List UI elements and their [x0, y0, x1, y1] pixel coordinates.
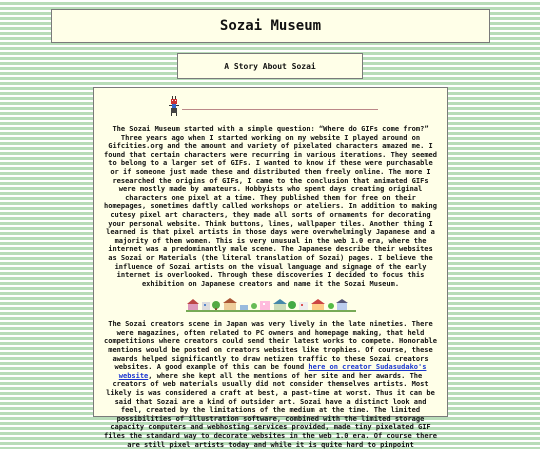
content-panel: [93, 87, 448, 449]
page-subtitle: A Story About Sozai: [224, 61, 316, 71]
subtitle-banner: [177, 53, 363, 79]
title-banner: [51, 9, 490, 43]
ant-mascot-icon: [166, 95, 182, 117]
page-title: Sozai Museum: [219, 18, 322, 34]
section-two-paragraph: [102, 320, 439, 449]
section-two-text-after: , where she kept all the mentions of her site and her awards. The creators of web materials usually did not consider themselves artists. Most likely is was considered a craft at best, a past-time at worst. Thus it can be said that Sozai are a kind of outsider art. Sozai have a distinct look and feel, created by the limitations of the medium at the time. The limited possibilities of illustration software, combined with the limited storage capacity computers and webhosting services provided, made tiny pixelated GIF files the standard way to decorate websites in the web 1.0 era. Of course there are still pixel artists today and while it is quite hard to pinpoint: [104, 371, 437, 449]
pixel-town-divider-icon: [186, 296, 356, 312]
sudasudako-website-link[interactable]: here on creator Sudasudako's website: [118, 363, 427, 380]
pixel-town-divider: [102, 294, 439, 312]
intro-paragraph: The Sozai Museum started with a simple question: “Where do GIFs come from?” Three years ago when I started working on my website I played around on Gifcities.org and the amount and variety of pixelated characters amazed me. I found that certain characters were recurring in various iterations. They seemed to belong to a larger set of GIFs. I wanted to know if these were purchasable or if someone just made these and distributed them freely online. The more I researched the origins of GIFs, I came to the conclusion that animated GIFs were mostly made by amateurs. Hobbyists who spent days creating original characters one pixel at a time. They published them for free on their homepages, sometimes daftly called workshops or ateliers. In addition to making cutesy pixel art characters, they made all sorts of ornaments for decorating your personal website. Think buttons, lines, wallpaper tiles. Another thing I learned is that pixel artists in those days were overwhelmingly Japanese and a majority of them women. This is very unusual in the web 1.0 era, where the internet was a predominantly male scene. The Japanese describe their websites as Sozai or Materials (the literal translation of Sozai) pages. I believe the influence of Sozai artists on the visual language and signage of the early internet is overlooked. Through these discoveries I decided to focus this exhibition on Japanese creators and name it the Sozai Museum.: [104, 125, 437, 288]
section-two-text-before: The Sozai creators scene in Japan was very lively in the late nineties. There were magazines, often related to PC owners and homepage making, that held competitions where creators could send their latest works to compete. Honorable mentions would be posted on creators websites like trophies. Of course, these awards helped significantly to draw netizen traffic to these Sozai creators websites. A good example of this can be found: [104, 320, 437, 372]
pink-rule: [182, 109, 378, 110]
ant-divider-row: [102, 95, 439, 119]
